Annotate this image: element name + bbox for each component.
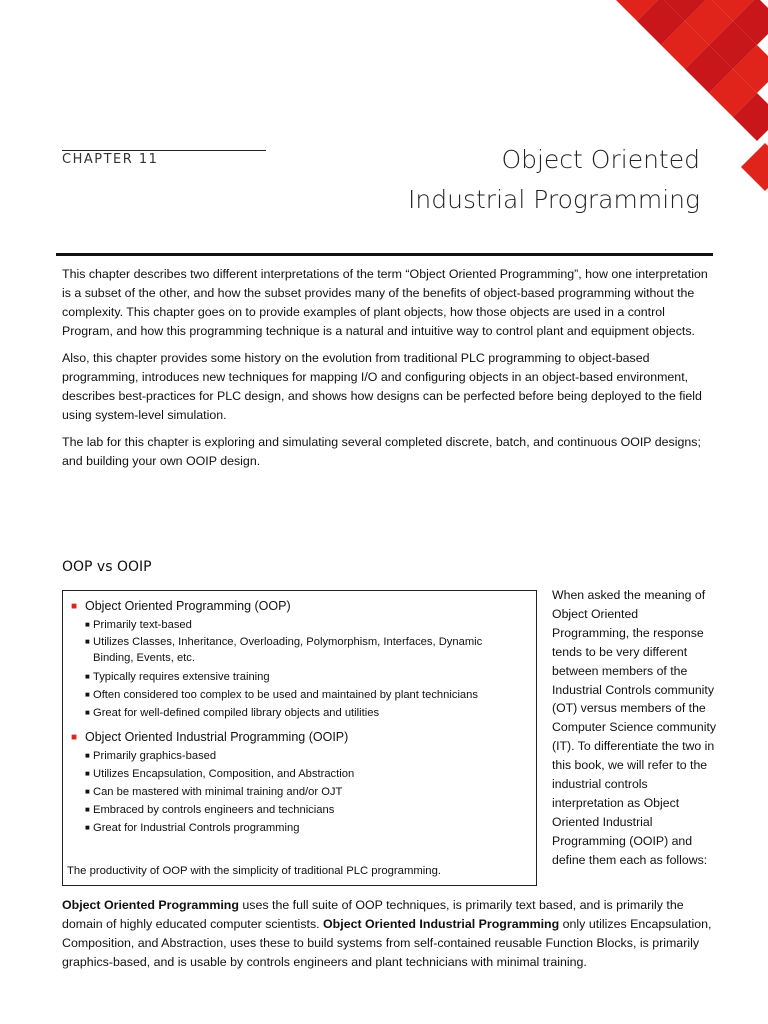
oop-term: Object Oriented Programming — [62, 898, 239, 912]
bullet-icon: ■ — [85, 690, 90, 699]
list-item: ■ Embraced by controls engineers and technicians — [71, 801, 354, 819]
list-item: ■ Primarily text-based — [71, 616, 493, 634]
sidebar-text: When asked the meaning of Object Oriented Programming, the response tends to be very different between members of the Industrial Controls community (OT) versus members of the Computer Science community (IT). To differentiate the two in this book, we will refer to the industrial controls interpretation as Object Oriented Industrial Programming (OOIP) and define them each as follows: — [552, 588, 717, 867]
oop-definition: uses the full suite of OOP techniques, is primarily text based, and is primarily the domain of highly educated computer scientists. — [62, 898, 684, 931]
figure-tagline: The productivity of OOP with the simplicity of traditional PLC programming. — [67, 865, 441, 877]
bullet-icon: ■ — [85, 787, 90, 796]
list-item: ■ Often considered too complex to be used and maintained by plant technicians — [71, 686, 493, 704]
title-divider — [56, 253, 713, 256]
oop-group — [71, 597, 493, 722]
intro-paragraph: This chapter describes two different interpretations of the term “Object Oriented Programming”, how one interpretation is a subset of the other, and how the subset provides many of the benefits of object-based programming without the complexity. This chapter goes on to provide examples of plant objects, how those objects are used in a control Program, and how this programming technique is a natural and intuitive way to control plant and equipment objects. — [62, 267, 708, 338]
ooip-term: Object Oriented Industrial Programming — [323, 917, 560, 931]
list-item: ■ Primarily graphics-based — [71, 747, 354, 765]
comparison-figure — [62, 590, 537, 886]
bullet-icon: ■ — [85, 751, 90, 760]
oop-heading: ■ Object Oriented Programming (OOP) — [71, 597, 493, 616]
bullet-icon: ■ — [85, 620, 90, 629]
list-item: ■ Great for Industrial Controls programming — [71, 819, 354, 837]
intro-text — [62, 265, 717, 479]
bullet-icon: ■ — [85, 672, 90, 681]
list-item: ■ Utilizes Classes, Inheritance, Overloading, Polymorphism, Interfaces, Dynamic Binding, Events, etc. — [85, 636, 483, 664]
ooip-list — [71, 747, 354, 837]
oop-list — [71, 616, 493, 722]
chapter-title-line-1: Object Oriented — [501, 145, 700, 174]
bullet-icon: ■ — [85, 805, 90, 814]
section-heading: OOP vs OOIP — [62, 559, 152, 575]
bullet-icon: ■ — [85, 637, 90, 646]
list-item: ■ Utilizes Encapsulation, Composition, and Abstraction — [71, 765, 354, 783]
ooip-heading: ■ Object Oriented Industrial Programming (OOIP) — [71, 728, 354, 747]
red-bullet-icon: ■ — [71, 601, 78, 612]
list-item: ■ Can be mastered with minimal training and/or OJT — [71, 783, 354, 801]
bullet-icon: ■ — [85, 823, 90, 832]
bullet-icon: ■ — [85, 708, 90, 717]
chapter-title-line-2: Industrial Programming — [408, 185, 700, 214]
bullet-icon: ■ — [85, 769, 90, 778]
chapter-title — [408, 140, 700, 220]
list-item: ■ Typically requires extensive training — [71, 668, 493, 686]
ooip-group — [71, 728, 354, 837]
definitions-paragraph — [62, 896, 717, 972]
intro-paragraph: The lab for this chapter is exploring and simulating several completed discrete, batch, and continuous OOIP designs; and building your own OOIP design. — [62, 435, 701, 468]
chapter-label: CHAPTER 11 — [62, 150, 266, 167]
ooip-definition: only utilizes Encapsulation, Composition, and Abstraction, uses these to build systems from self-contained reusable Function Blocks, is primarily graphics-based, and is usable by controls engineers and plant technicians with minimal training. — [62, 917, 712, 969]
intro-paragraph: Also, this chapter provides some history on the evolution from traditional PLC programming to object-based programming, introduces new techniques for mapping I/O and configuring objects in an object-based environment, describes best-practices for PLC design, and shows how designs can be perfected before being deployed to the field using system-level simulation. — [62, 351, 702, 422]
red-bullet-icon: ■ — [71, 732, 78, 743]
list-item: ■ Great for well-defined compiled library objects and utilities — [71, 704, 493, 722]
